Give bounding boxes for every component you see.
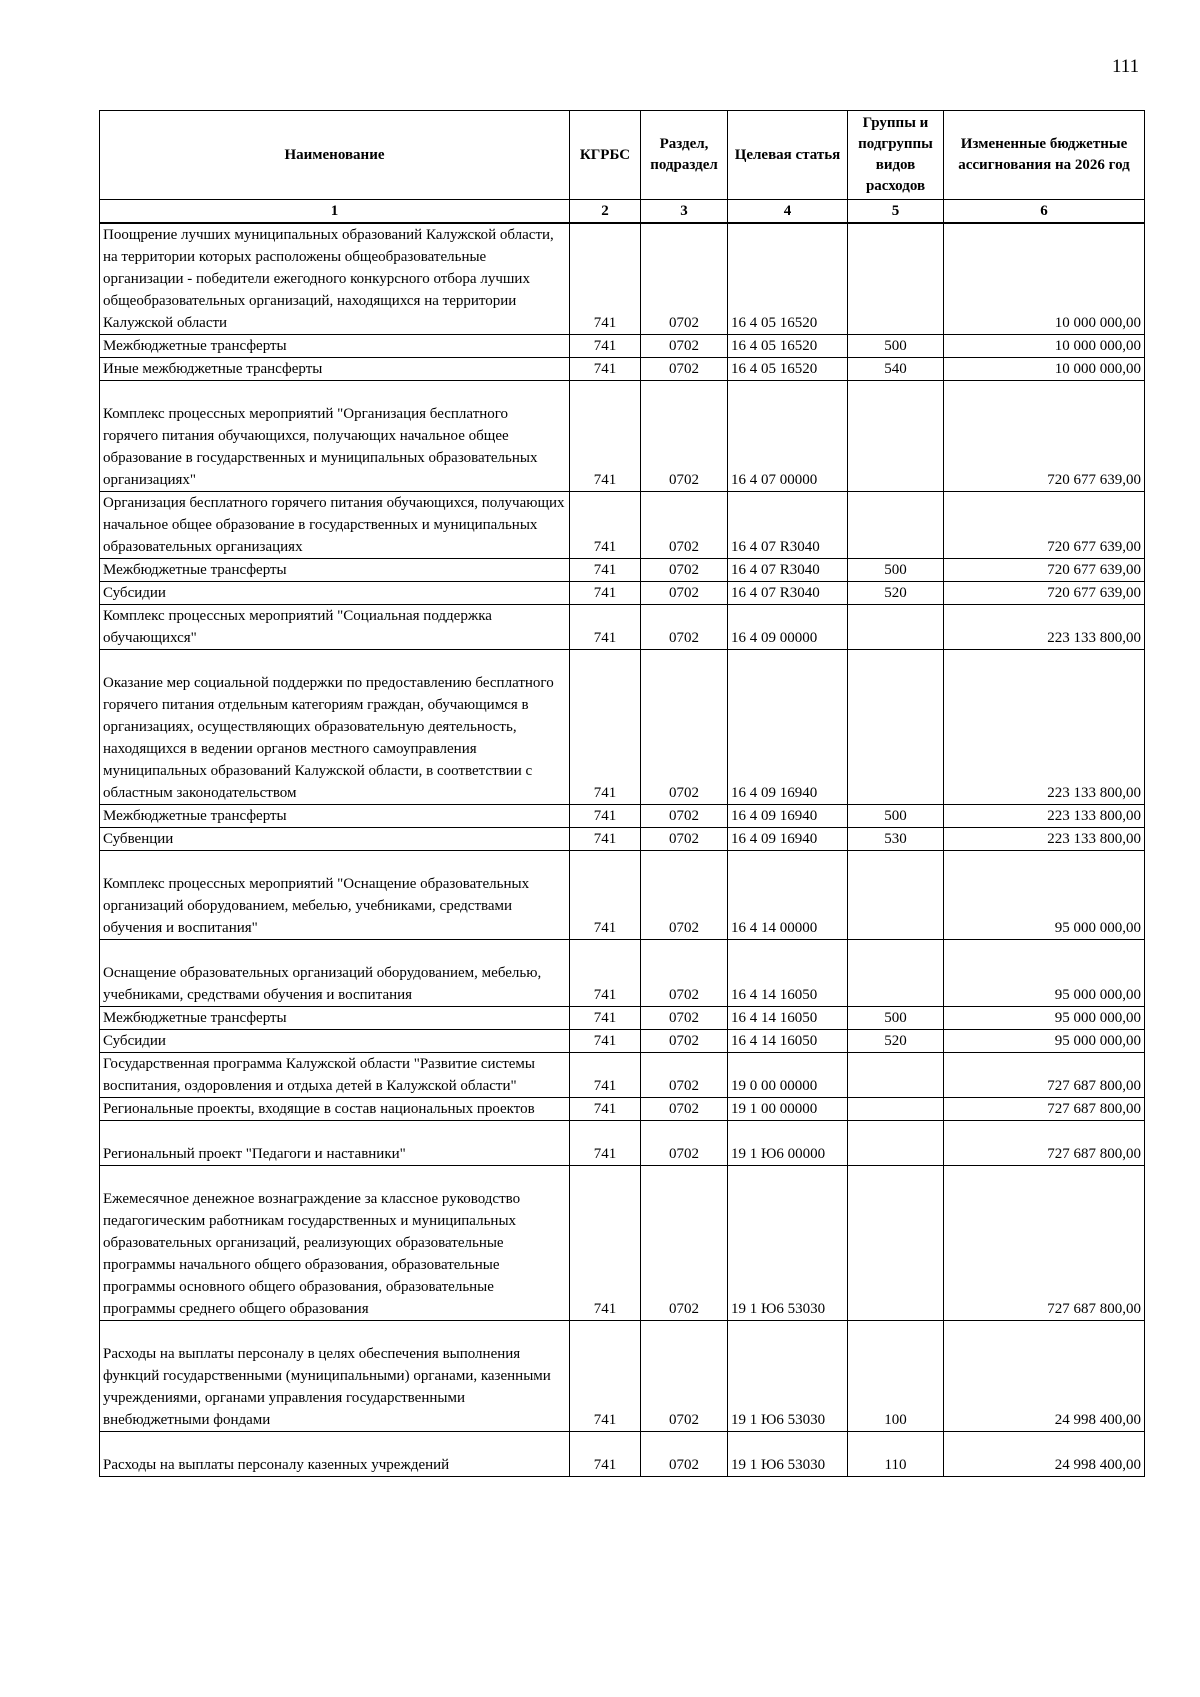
row-name-text: Субвенции xyxy=(103,831,174,847)
row-name-text: Межбюджетные трансферты xyxy=(103,338,287,354)
row-section xyxy=(641,1121,728,1166)
row-kgrbs xyxy=(570,381,641,492)
row-kgrbs xyxy=(570,358,641,381)
column-number: 6 xyxy=(944,200,1145,224)
row-expense-group-text: 500 xyxy=(884,562,907,578)
row-name xyxy=(100,805,570,828)
table-row xyxy=(100,358,1145,381)
row-amount xyxy=(944,1432,1145,1477)
row-target-article xyxy=(728,1432,848,1477)
row-section xyxy=(641,1053,728,1098)
row-target-article xyxy=(728,381,848,492)
row-amount xyxy=(944,1321,1145,1432)
table-row xyxy=(100,223,1145,335)
row-amount xyxy=(944,1030,1145,1053)
row-amount-text: 727 687 800,00 xyxy=(1047,1101,1141,1117)
row-kgrbs-text: 741 xyxy=(593,1101,617,1117)
row-target-article xyxy=(728,1098,848,1121)
row-expense-group xyxy=(848,1121,944,1166)
row-target-article-text: 16 4 09 00000 xyxy=(731,630,818,646)
table-row xyxy=(100,851,1145,940)
row-expense-group-text: 100 xyxy=(884,1412,907,1428)
row-section-text: 0702 xyxy=(669,338,699,354)
row-section-text: 0702 xyxy=(669,831,699,847)
row-kgrbs xyxy=(570,1098,641,1121)
row-amount-text: 720 677 639,00 xyxy=(1047,585,1141,601)
row-kgrbs-text: 741 xyxy=(593,1078,617,1094)
row-expense-group xyxy=(848,940,944,1007)
row-target-article-text: 16 4 05 16520 xyxy=(731,361,818,377)
row-amount-text: 223 133 800,00 xyxy=(1047,785,1141,801)
row-section-text: 0702 xyxy=(669,785,699,801)
row-section xyxy=(641,1007,728,1030)
row-expense-group xyxy=(848,1007,944,1030)
row-target-article-text: 16 4 05 16520 xyxy=(731,315,818,331)
row-expense-group xyxy=(848,582,944,605)
row-section xyxy=(641,1321,728,1432)
row-target-article-text: 19 1 Ю6 53030 xyxy=(731,1457,826,1473)
row-target-article xyxy=(728,1007,848,1030)
row-target-article-text: 16 4 09 16940 xyxy=(731,831,818,847)
row-target-article-text: 19 1 00 00000 xyxy=(731,1101,818,1117)
row-target-article-text: 19 1 Ю6 53030 xyxy=(731,1412,826,1428)
row-section-text: 0702 xyxy=(669,1078,699,1094)
row-name-text: Субсидии xyxy=(103,585,166,601)
row-expense-group-text: 110 xyxy=(884,1457,907,1473)
row-amount-text: 10 000 000,00 xyxy=(1054,361,1141,377)
row-expense-group xyxy=(848,805,944,828)
table-row xyxy=(100,605,1145,650)
row-section xyxy=(641,805,728,828)
row-section-text: 0702 xyxy=(669,1457,699,1473)
table-row xyxy=(100,335,1145,358)
row-amount xyxy=(944,851,1145,940)
row-section xyxy=(641,828,728,851)
row-section xyxy=(641,559,728,582)
row-kgrbs-text: 741 xyxy=(593,808,617,824)
row-kgrbs-text: 741 xyxy=(593,1301,617,1317)
page-number: 111 xyxy=(1112,56,1140,77)
row-section-text: 0702 xyxy=(669,920,699,936)
row-section xyxy=(641,1030,728,1053)
table-row xyxy=(100,559,1145,582)
row-name xyxy=(100,335,570,358)
row-amount-text: 727 687 800,00 xyxy=(1047,1301,1141,1317)
table-row xyxy=(100,1432,1145,1477)
row-section xyxy=(641,1166,728,1321)
row-target-article xyxy=(728,940,848,1007)
row-amount-text: 95 000 000,00 xyxy=(1054,1033,1141,1049)
row-section xyxy=(641,358,728,381)
row-kgrbs xyxy=(570,1053,641,1098)
row-amount-text: 223 133 800,00 xyxy=(1047,630,1141,646)
row-name xyxy=(100,559,570,582)
row-kgrbs xyxy=(570,223,641,335)
row-target-article xyxy=(728,605,848,650)
row-name-text: Оснащение образовательных организаций оборудованием, мебелью, учебниками, средствами обучения и воспитания xyxy=(103,965,542,1003)
row-expense-group-text: 540 xyxy=(884,361,907,377)
table-header-row xyxy=(100,111,1145,200)
row-name-text: Поощрение лучших муниципальных образований Калужской области, на территории которых расположены общеобразовательные организации - победители ежегодного конкурсного отбора лучших общеобразовательных организаций, находящихся на территории Калужской области xyxy=(103,227,554,331)
row-kgrbs-text: 741 xyxy=(593,315,617,331)
row-name-text: Комплекс процессных мероприятий "Социальная поддержка обучающихся" xyxy=(103,608,492,646)
row-section-text: 0702 xyxy=(669,987,699,1003)
row-expense-group xyxy=(848,1432,944,1477)
header-name: Наименование xyxy=(100,111,570,200)
row-kgrbs xyxy=(570,1166,641,1321)
row-section xyxy=(641,492,728,559)
row-target-article xyxy=(728,582,848,605)
row-kgrbs-text: 741 xyxy=(593,1010,617,1026)
table-row xyxy=(100,805,1145,828)
row-kgrbs xyxy=(570,559,641,582)
row-expense-group-text: 500 xyxy=(884,1010,907,1026)
row-expense-group xyxy=(848,335,944,358)
row-section-text: 0702 xyxy=(669,808,699,824)
row-target-article-text: 16 4 09 16940 xyxy=(731,808,818,824)
row-name-text: Межбюджетные трансферты xyxy=(103,1010,287,1026)
row-target-article xyxy=(728,358,848,381)
row-target-article xyxy=(728,335,848,358)
row-expense-group xyxy=(848,1030,944,1053)
row-name xyxy=(100,582,570,605)
row-name-text: Региональный проект "Педагоги и наставники" xyxy=(103,1146,406,1162)
column-number: 1 xyxy=(100,200,570,224)
row-section xyxy=(641,940,728,1007)
row-kgrbs xyxy=(570,1121,641,1166)
row-amount xyxy=(944,1166,1145,1321)
row-amount-text: 24 998 400,00 xyxy=(1054,1412,1141,1428)
row-section-text: 0702 xyxy=(669,472,699,488)
row-name-text: Оказание мер социальной поддержки по предоставлению бесплатного горячего питания отдельным категориям граждан, обучающимся в организациях, осуществляющих образовательную деятельность, находящихся в ведении органов местного самоуправления муниципальных образований Калужской области, в соответствии с областным законодательством xyxy=(103,675,554,801)
row-section xyxy=(641,223,728,335)
blank-line xyxy=(103,381,566,403)
row-kgrbs-text: 741 xyxy=(593,630,617,646)
row-name xyxy=(100,851,570,940)
row-kgrbs xyxy=(570,605,641,650)
row-target-article xyxy=(728,1053,848,1098)
row-target-article xyxy=(728,1121,848,1166)
row-amount-text: 24 998 400,00 xyxy=(1054,1457,1141,1473)
row-name xyxy=(100,1166,570,1321)
row-target-article-text: 19 1 Ю6 53030 xyxy=(731,1301,826,1317)
row-target-article xyxy=(728,1030,848,1053)
row-kgrbs xyxy=(570,1007,641,1030)
row-target-article-text: 16 4 07 R3040 xyxy=(731,539,820,555)
row-section xyxy=(641,605,728,650)
row-kgrbs xyxy=(570,828,641,851)
row-expense-group xyxy=(848,851,944,940)
table-row xyxy=(100,1007,1145,1030)
column-number: 5 xyxy=(848,200,944,224)
row-name-text: Региональные проекты, входящие в состав национальных проектов xyxy=(103,1101,535,1117)
row-target-article-text: 19 1 Ю6 00000 xyxy=(731,1146,826,1162)
row-name-text: Организация бесплатного горячего питания обучающихся, получающих начальное общее образование в государственных и муниципальных образовательных организациях xyxy=(103,495,565,555)
table-row xyxy=(100,940,1145,1007)
table-row xyxy=(100,492,1145,559)
table-row xyxy=(100,650,1145,805)
row-expense-group-text: 520 xyxy=(884,585,907,601)
row-kgrbs-text: 741 xyxy=(593,1457,617,1473)
row-target-article-text: 16 4 05 16520 xyxy=(731,338,818,354)
row-expense-group xyxy=(848,1098,944,1121)
row-expense-group xyxy=(848,1053,944,1098)
budget-table xyxy=(99,110,1145,1477)
table-row xyxy=(100,381,1145,492)
row-kgrbs xyxy=(570,335,641,358)
row-kgrbs-text: 741 xyxy=(593,1146,617,1162)
row-kgrbs-text: 741 xyxy=(593,585,617,601)
table-body xyxy=(100,223,1145,1477)
row-section-text: 0702 xyxy=(669,630,699,646)
row-kgrbs-text: 741 xyxy=(593,1033,617,1049)
row-amount-text: 95 000 000,00 xyxy=(1054,1010,1141,1026)
table-row xyxy=(100,828,1145,851)
row-expense-group xyxy=(848,1166,944,1321)
blank-line xyxy=(103,1321,566,1343)
row-section-text: 0702 xyxy=(669,1301,699,1317)
row-target-article xyxy=(728,650,848,805)
row-expense-group xyxy=(848,223,944,335)
row-section-text: 0702 xyxy=(669,315,699,331)
row-name-text: Расходы на выплаты персоналу в целях обеспечения выполнения функций государственными (муниципальными) органами, казенными учреждениями, органами управления государственными внебюджетными фондами xyxy=(103,1346,551,1428)
row-target-article xyxy=(728,223,848,335)
row-kgrbs xyxy=(570,940,641,1007)
row-target-article-text: 16 4 14 16050 xyxy=(731,1010,818,1026)
row-kgrbs-text: 741 xyxy=(593,562,617,578)
row-name xyxy=(100,605,570,650)
row-amount xyxy=(944,381,1145,492)
row-target-article xyxy=(728,851,848,940)
row-kgrbs xyxy=(570,492,641,559)
row-target-article-text: 16 4 07 R3040 xyxy=(731,562,820,578)
header-expense-group: Группы и подгруппы видов расходов xyxy=(848,111,944,200)
row-kgrbs-text: 741 xyxy=(593,1412,617,1428)
row-name xyxy=(100,1007,570,1030)
row-target-article xyxy=(728,492,848,559)
column-number: 2 xyxy=(570,200,641,224)
blank-line xyxy=(103,851,566,873)
row-name xyxy=(100,1098,570,1121)
row-expense-group-text: 530 xyxy=(884,831,907,847)
row-name-text: Комплекс процессных мероприятий "Организация бесплатного горячего питания обучающихся, получающих начальное общее образование в государственных и муниципальных образовательных организациях" xyxy=(103,406,538,488)
table-row xyxy=(100,1166,1145,1321)
row-name-text: Межбюджетные трансферты xyxy=(103,808,287,824)
row-kgrbs-text: 741 xyxy=(593,785,617,801)
row-section-text: 0702 xyxy=(669,1412,699,1428)
row-section-text: 0702 xyxy=(669,562,699,578)
row-amount xyxy=(944,223,1145,335)
header-amount: Измененные бюджетные ассигнования на 2026 год xyxy=(944,111,1145,200)
row-target-article xyxy=(728,828,848,851)
row-target-article-text: 16 4 14 00000 xyxy=(731,920,818,936)
row-amount-text: 223 133 800,00 xyxy=(1047,831,1141,847)
row-kgrbs xyxy=(570,650,641,805)
row-name xyxy=(100,492,570,559)
row-amount xyxy=(944,1121,1145,1166)
blank-line xyxy=(103,1166,566,1188)
row-target-article-text: 16 4 14 16050 xyxy=(731,987,818,1003)
row-kgrbs-text: 741 xyxy=(593,539,617,555)
row-name-text: Субсидии xyxy=(103,1033,166,1049)
row-amount-text: 720 677 639,00 xyxy=(1047,539,1141,555)
row-target-article-text: 16 4 07 R3040 xyxy=(731,585,820,601)
row-section-text: 0702 xyxy=(669,361,699,377)
row-expense-group xyxy=(848,828,944,851)
blank-line xyxy=(103,940,566,962)
row-expense-group xyxy=(848,358,944,381)
row-name-text: Иные межбюджетные трансферты xyxy=(103,361,323,377)
blank-line xyxy=(103,1432,566,1454)
row-kgrbs-text: 741 xyxy=(593,361,617,377)
row-name-text: Ежемесячное денежное вознаграждение за классное руководство педагогическим работникам государственных и муниципальных образовательных организаций, реализующих образовательные программы начального общего образования, образовательные программы основного общего образования, образовательные программы среднего общего образования xyxy=(103,1191,521,1317)
row-amount xyxy=(944,358,1145,381)
row-target-article xyxy=(728,805,848,828)
row-amount xyxy=(944,559,1145,582)
row-section xyxy=(641,851,728,940)
row-section-text: 0702 xyxy=(669,1010,699,1026)
column-numbers-row xyxy=(100,200,1145,224)
row-expense-group xyxy=(848,650,944,805)
row-name xyxy=(100,1053,570,1098)
row-section xyxy=(641,335,728,358)
row-expense-group xyxy=(848,559,944,582)
row-amount-text: 95 000 000,00 xyxy=(1054,920,1141,936)
row-amount xyxy=(944,940,1145,1007)
row-amount xyxy=(944,828,1145,851)
row-name-text: Комплекс процессных мероприятий "Оснащение образовательных организаций оборудованием, мебелью, учебниками, средствами обучения и воспитания" xyxy=(103,876,530,936)
row-expense-group xyxy=(848,381,944,492)
table-row xyxy=(100,1121,1145,1166)
row-name xyxy=(100,1432,570,1477)
row-name xyxy=(100,650,570,805)
row-amount-text: 223 133 800,00 xyxy=(1047,808,1141,824)
column-number: 3 xyxy=(641,200,728,224)
row-expense-group-text: 500 xyxy=(884,338,907,354)
row-name xyxy=(100,381,570,492)
row-target-article-text: 16 4 07 00000 xyxy=(731,472,818,488)
row-name xyxy=(100,358,570,381)
row-kgrbs xyxy=(570,582,641,605)
row-amount xyxy=(944,650,1145,805)
row-name xyxy=(100,828,570,851)
table-row xyxy=(100,1030,1145,1053)
row-name xyxy=(100,223,570,335)
row-amount xyxy=(944,1098,1145,1121)
row-amount xyxy=(944,1007,1145,1030)
table-row xyxy=(100,1053,1145,1098)
row-name-text: Межбюджетные трансферты xyxy=(103,562,287,578)
row-section xyxy=(641,1432,728,1477)
row-kgrbs-text: 741 xyxy=(593,987,617,1003)
row-expense-group xyxy=(848,492,944,559)
row-name-text: Расходы на выплаты персоналу казенных учреждений xyxy=(103,1457,450,1473)
row-section-text: 0702 xyxy=(669,585,699,601)
row-kgrbs-text: 741 xyxy=(593,831,617,847)
row-target-article-text: 16 4 14 16050 xyxy=(731,1033,818,1049)
row-amount xyxy=(944,582,1145,605)
row-kgrbs xyxy=(570,1321,641,1432)
row-target-article-text: 19 0 00 00000 xyxy=(731,1078,818,1094)
row-kgrbs-text: 741 xyxy=(593,920,617,936)
header-kgrbs: КГРБС xyxy=(570,111,641,200)
row-section xyxy=(641,582,728,605)
row-amount xyxy=(944,805,1145,828)
row-kgrbs-text: 741 xyxy=(593,338,617,354)
row-section xyxy=(641,381,728,492)
row-section-text: 0702 xyxy=(669,1033,699,1049)
row-amount-text: 727 687 800,00 xyxy=(1047,1078,1141,1094)
row-name xyxy=(100,940,570,1007)
row-amount-text: 720 677 639,00 xyxy=(1047,562,1141,578)
row-target-article xyxy=(728,1166,848,1321)
table-row xyxy=(100,1321,1145,1432)
row-section-text: 0702 xyxy=(669,539,699,555)
row-amount xyxy=(944,492,1145,559)
row-name xyxy=(100,1321,570,1432)
row-kgrbs-text: 741 xyxy=(593,472,617,488)
row-amount-text: 720 677 639,00 xyxy=(1047,472,1141,488)
blank-line xyxy=(103,650,566,672)
header-target-article: Целевая статья xyxy=(728,111,848,200)
column-number: 4 xyxy=(728,200,848,224)
row-section-text: 0702 xyxy=(669,1101,699,1117)
row-kgrbs xyxy=(570,851,641,940)
row-expense-group xyxy=(848,605,944,650)
row-kgrbs xyxy=(570,1030,641,1053)
row-kgrbs xyxy=(570,805,641,828)
row-amount xyxy=(944,335,1145,358)
row-name xyxy=(100,1030,570,1053)
row-target-article-text: 16 4 09 16940 xyxy=(731,785,818,801)
table-row xyxy=(100,582,1145,605)
row-section xyxy=(641,1098,728,1121)
table-row xyxy=(100,1098,1145,1121)
row-name-text: Государственная программа Калужской области "Развитие системы воспитания, оздоровления и отдыха детей в Калужской области" xyxy=(103,1056,535,1094)
row-expense-group-text: 500 xyxy=(884,808,907,824)
row-kgrbs xyxy=(570,1432,641,1477)
row-expense-group-text: 520 xyxy=(884,1033,907,1049)
row-section-text: 0702 xyxy=(669,1146,699,1162)
row-amount xyxy=(944,1053,1145,1098)
row-expense-group xyxy=(848,1321,944,1432)
row-amount-text: 727 687 800,00 xyxy=(1047,1146,1141,1162)
row-name xyxy=(100,1121,570,1166)
row-amount xyxy=(944,605,1145,650)
header-section: Раздел, подраздел xyxy=(641,111,728,200)
row-target-article xyxy=(728,559,848,582)
row-amount-text: 10 000 000,00 xyxy=(1054,338,1141,354)
blank-line xyxy=(103,1121,566,1143)
row-amount-text: 10 000 000,00 xyxy=(1054,315,1141,331)
row-target-article xyxy=(728,1321,848,1432)
row-amount-text: 95 000 000,00 xyxy=(1054,987,1141,1003)
row-section xyxy=(641,650,728,805)
